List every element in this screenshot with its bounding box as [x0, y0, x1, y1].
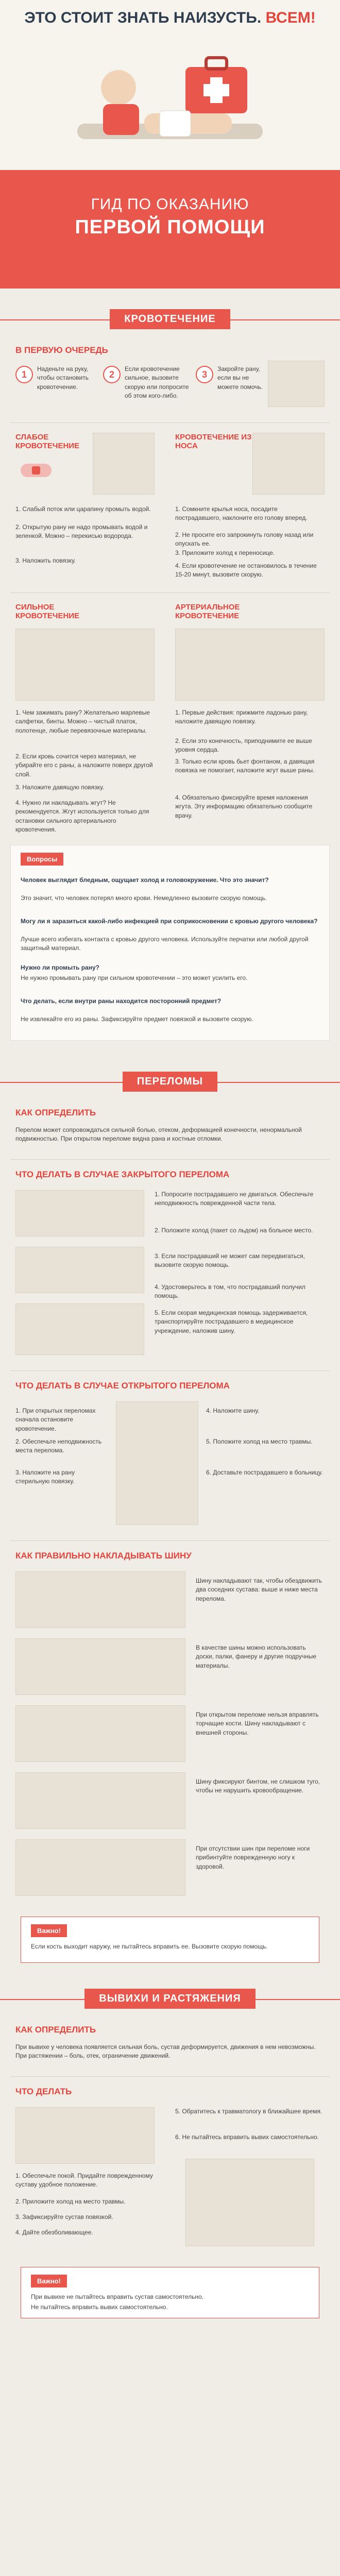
- splint-step: Шину накладывают так, чтобы обездвижить два соседних сустава: выше и ниже места перелома.: [196, 1577, 322, 1602]
- answer: Это значит, что человек потерял много крови. Немедленно вызовите скорую помощь.: [21, 894, 267, 902]
- closed-step: 1. Попросите пострадавшего не двигаться. Обеспечьте неподвижность поврежденной части тела.: [155, 1191, 314, 1207]
- first-aid-illustration: [57, 46, 283, 175]
- title-main: ЭТО СТОИТ ЗНАТЬ НАИЗУСТЬ.: [24, 9, 262, 26]
- splint-bandaging-image: [15, 1705, 185, 1762]
- nose-step: 2. Не просите его запрокинуть голову назад или опускать ее.: [175, 531, 314, 548]
- section-bleeding: [0, 309, 340, 332]
- arterial-step: 3. Только если кровь бьет фонтаном, а давящая повязка не помогает, наложите жгут выше раны.: [175, 758, 315, 774]
- splint-leg-image: [15, 1638, 185, 1695]
- sprain-step: 6. Не пытайтесь вправить вывих самостоятельно.: [175, 2133, 319, 2141]
- answer: Не извлекайте его из раны. Зафиксируйте предмет повязкой и вызовите скорую.: [21, 1015, 253, 1023]
- open-step: 4. Наложите шину.: [206, 1407, 260, 1414]
- closed-step: 3. Если пострадавший не может сам передвигаться, вызовите скорую помощь.: [155, 1252, 305, 1269]
- closed-step: 4. Удостоверьтесь в том, что пострадавший получил помощь.: [155, 1283, 305, 1300]
- guide-line-1: ГИД ПО ОКАЗАНИЮ: [91, 196, 249, 213]
- title-accent: ВСЕМ!: [265, 9, 316, 26]
- questions-badge: Вопросы: [21, 853, 63, 866]
- step-number: 3: [196, 366, 213, 383]
- divider: [10, 592, 330, 593]
- ice-pack-image: [15, 1247, 144, 1293]
- answer: Лучше всего избегать контакта с кровью другого человека. Используйте перчатки или любой другой защитный материал.: [21, 936, 309, 952]
- answer: Не нужно промывать рану при сильном кровотечении – это может усилить его.: [21, 974, 248, 981]
- strong-step: 1. Чем зажимать рану? Желательно марлевые салфетки, бинты. Можно – чистый платок, полотенце, любые перевязочные материалы.: [15, 709, 150, 734]
- arm-sling-image: [116, 1401, 198, 1525]
- bandage-icon: [21, 464, 52, 477]
- nose-step: 4. Если кровотечение не остановилось в течение 15-20 минут, вызовите скорую.: [175, 562, 317, 579]
- question: Нужно ли промыть рану?: [21, 964, 99, 971]
- strong-step: 3. Наложите давящую повязку.: [15, 784, 105, 791]
- step-text: Закройте рану, если вы не можете помочь.: [217, 365, 263, 391]
- sprain-step: 3. Зафиксируйте сустав повязкой.: [15, 2213, 113, 2221]
- sprain-important-line: При вывихе не пытайтесь вправить сустав самостоятельно.: [31, 2293, 204, 2300]
- section-title: ВЫВИХИ И РАСТЯЖЕНИЯ: [84, 1989, 255, 2009]
- weak-step: 1. Слабый поток или царапину промыть водой.: [15, 505, 151, 513]
- divider: [10, 1540, 330, 1541]
- sprain-step: 4. Дайте обезболивающее.: [15, 2229, 93, 2236]
- open-step: 2. Обеспечьте неподвижность места перелома.: [15, 1438, 102, 1454]
- first-steps-title: В ПЕРВУЮ ОЧЕРЕДЬ: [15, 345, 108, 355]
- tourniquet-image: [175, 629, 325, 701]
- section-fractures: [0, 1072, 340, 1094]
- step-number: 2: [103, 366, 121, 383]
- hand-on-wound-image: [268, 361, 325, 407]
- step-text: Наденьте на руку, чтобы остановить кровотечение.: [37, 365, 89, 391]
- important-text: Если кость выходит наружу, не пытайтесь вправить ее. Вызовите скорую помощь.: [31, 1943, 268, 1950]
- closed-step: 2. Положите холод (пакет со льдом) на больное место.: [155, 1227, 313, 1234]
- splint-arm-image: [15, 1571, 185, 1628]
- divider: [10, 1159, 330, 1160]
- section-sprains: [0, 1989, 340, 2011]
- important-box: [21, 1917, 319, 1963]
- ice-on-ankle-image: [185, 2159, 314, 2246]
- divider: [10, 422, 330, 423]
- guide-line-2: ПЕРВОЙ ПОМОЩИ: [75, 216, 265, 238]
- splint-title: КАК ПРАВИЛЬНО НАКЛАДЫВАТЬ ШИНУ: [15, 1551, 192, 1561]
- nose-step: 1. Сомкните крылья носа, посадите пострадавшего, наклоните его голову вперед.: [175, 505, 308, 522]
- closed-step: 5. Если скорая медицинская помощь задерживается, транспортируйте пострадавшего в медицинское учреждение, наложив шину.: [155, 1309, 308, 1334]
- strong-step: 2. Если кровь сочится через материал, не убирайте его с раны, а наложите поверх другой слой.: [15, 753, 153, 778]
- nose-bleeding-title: КРОВОТЕЧЕНИЕ ИЗ НОСА: [175, 433, 252, 450]
- how-to-identify-text: Перелом может сопровождаться сильной болью, отеком, деформацией конечности, ненормальной подвижностью. При открытом переломе видна рана и костные отломки.: [15, 1126, 302, 1143]
- guide-banner: [0, 170, 340, 289]
- legs-bound-image: [15, 1839, 185, 1896]
- important-badge: Важно!: [31, 1924, 67, 1937]
- step-number: 1: [15, 366, 33, 383]
- sprain-step: 1. Обеспечьте покой. Придайте поврежденному суставу удобное положение.: [15, 2172, 153, 2189]
- sprain-important-line: Не пытайтесь вправить вывих самостоятельно.: [31, 2303, 168, 2311]
- sprain-how-title: КАК ОПРЕДЕЛИТЬ: [15, 2025, 96, 2035]
- step-text: Если кровотечение сильное, вызовите скорую или попросите об этом кого-либо.: [125, 365, 189, 400]
- strong-bleeding-title: СИЛЬНОЕ КРОВОТЕЧЕНИЕ: [15, 603, 80, 620]
- sprain-important-badge: Важно!: [31, 2275, 67, 2287]
- splint-step: При открытом переломе нельзя вправлять торчащие кости. Шину накладывают с внешней стороны.: [196, 1711, 319, 1736]
- weak-step: 3. Наложить повязку.: [15, 557, 76, 564]
- open-step: 5. Положите холод на место травмы.: [206, 1438, 313, 1445]
- divider: [10, 1370, 330, 1371]
- how-to-identify-title: КАК ОПРЕДЕЛИТЬ: [15, 1108, 96, 1117]
- sprain-step: 2. Приложите холод на место травмы.: [15, 2198, 126, 2205]
- sprain-what-title: ЧТО ДЕЛАТЬ: [15, 2087, 72, 2096]
- splint-step: Шину фиксируют бинтом, не слишком туго, чтобы не нарушить кровообращение.: [196, 1778, 320, 1794]
- arterial-step: 4. Обязательно фиксируйте время наложения жгута. Эту информацию обязательно сообщите врачу.: [175, 794, 313, 819]
- divider: [10, 2076, 330, 2077]
- pressure-bandage-image: [15, 629, 155, 701]
- splint-step: При отсутствии шин при переломе ноги прибинтуйте поврежденную ногу к здоровой.: [196, 1845, 310, 1870]
- section-title: ПЕРЕЛОМЫ: [123, 1072, 217, 1092]
- arm-fracture-image: [15, 1190, 144, 1236]
- header: [0, 0, 340, 289]
- arterial-step: 1. Первые действия: прижмите ладонью рану, наложите давящую повязку.: [175, 709, 308, 725]
- arterial-bleeding-title: АРТЕРИАЛЬНОЕ КРОВОТЕЧЕНИЕ: [175, 603, 240, 620]
- open-step: 3. Наложите на рану стерильную повязку.: [15, 1469, 75, 1485]
- sprain-arm-image: [15, 2107, 155, 2164]
- plaster-roll-image: [93, 433, 155, 495]
- nosebleed-image: [252, 433, 325, 495]
- question: Могу ли я заразиться какой-либо инфекцией при соприкосновении с кровью другого человека?: [21, 918, 318, 925]
- open-fracture-title: ЧТО ДЕЛАТЬ В СЛУЧАЕ ОТКРЫТОГО ПЕРЕЛОМА: [15, 1381, 230, 1391]
- strong-step: 4. Нужно ли накладывать жгут? Не рекомендуется. Жгут используется только для остановки сильного артериального кровотечения.: [15, 799, 149, 834]
- section-title: КРОВОТЕЧЕНИЕ: [110, 309, 230, 329]
- arterial-step: 2. Если это конечность, приподнимите ее выше уровня сердца.: [175, 737, 312, 754]
- open-step: 6. Доставьте пострадавшего в больницу.: [206, 1469, 323, 1476]
- question: Что делать, если внутри раны находится посторонний предмет?: [21, 997, 222, 1005]
- sprain-how-text: При вывихе у человека появляется сильная боль, сустав деформируется, движения в нем невозможны. При растяжении – боль, отек, ограничение движений.: [15, 2043, 316, 2060]
- sprain-step: 5. Обратитесь к травматологу в ближайшее время.: [175, 2108, 322, 2115]
- splint-fixing-image: [15, 1772, 185, 1829]
- phone-call-image: [15, 1303, 144, 1355]
- weak-step: 2. Открытую рану не надо промывать водой и зеленкой. Можно – перекисью водорода.: [15, 523, 148, 540]
- nose-step: 3. Приложите холод к переносице.: [175, 549, 275, 556]
- splint-step: В качестве шины можно использовать доски, палки, фанеру и другие подручные материалы.: [196, 1644, 317, 1669]
- page-title: [0, 9, 340, 27]
- question: Человек выглядит бледным, ощущает холод и головокружение. Что это значит?: [21, 876, 269, 884]
- closed-fracture-title: ЧТО ДЕЛАТЬ В СЛУЧАЕ ЗАКРЫТОГО ПЕРЕЛОМА: [15, 1170, 230, 1179]
- weak-bleeding-title: СЛАБОЕ КРОВОТЕЧЕНИЕ: [15, 433, 80, 450]
- open-step: 1. При открытых переломах сначала остановите кровотечение.: [15, 1407, 96, 1432]
